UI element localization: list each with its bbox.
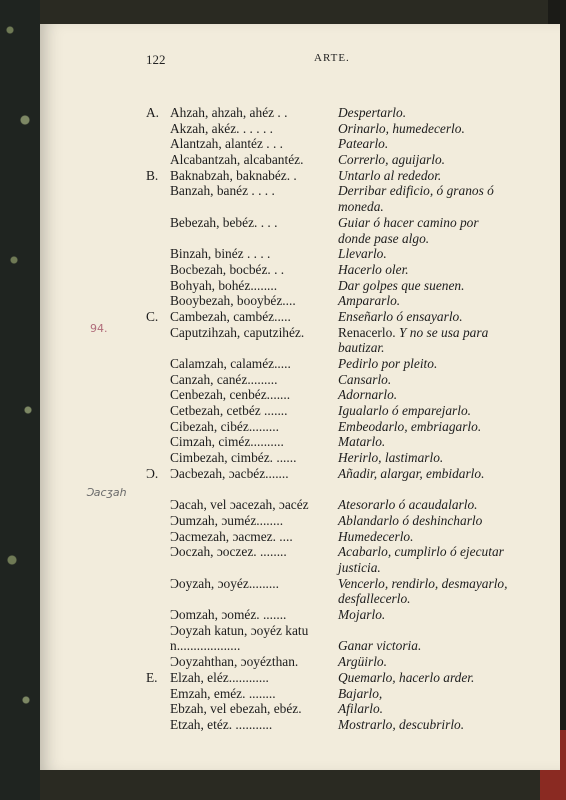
dictionary-entry: [146, 434, 506, 450]
headword: Emzah, eméz. ........: [170, 685, 276, 701]
headword: Bohyah, bohéz........: [170, 277, 278, 293]
definition: Matarlo.: [338, 434, 386, 450]
definition: Argüirlo.: [338, 654, 387, 670]
headword: Ahzah, ahzah, ahéz . .: [170, 105, 288, 120]
section-letter: A.: [146, 105, 160, 120]
dictionary-entry: [146, 168, 506, 184]
definition: Atesorarlo ó acaudalarlo.: [338, 497, 478, 513]
definition: Enseñarlo ó ensayarlo.: [338, 308, 463, 324]
headword: Alcabantzah, alcabantéz.: [170, 152, 304, 168]
page-header: [146, 52, 496, 72]
dictionary-entry: [146, 466, 506, 497]
headword: Elzah, eléz............: [170, 669, 269, 685]
definition: Pedirlo por pleito.: [338, 356, 438, 372]
headword: Cetbezah, cetbéz .......: [170, 403, 288, 419]
dictionary-entry: [146, 325, 506, 356]
headword: Ɔacbezah, ɔacbéz.......: [170, 465, 289, 481]
definition: Llevarlo.: [338, 246, 387, 262]
headword: Ebzah, vel ebezah, ebéz.: [170, 701, 302, 717]
definition: Ampararlo.: [338, 293, 401, 309]
dictionary-entry: [146, 215, 506, 246]
headword: Binzah, binéz . . . .: [170, 246, 271, 262]
definition: Guiar ó hacer camino por donde pase algo.: [338, 214, 479, 246]
dictionary-entry: [146, 293, 506, 309]
dictionary-entry: [146, 670, 506, 686]
dictionary-entry: [146, 121, 506, 137]
definition: Adornarlo.: [338, 387, 398, 403]
definition: Dar golpes que suenen.: [338, 277, 465, 293]
headword: Banzah, banéz . . . .: [170, 183, 275, 199]
definition: Mojarlo.: [338, 607, 386, 623]
dictionary-entry: [146, 419, 506, 435]
definition: Bajarlo,: [338, 685, 383, 701]
dictionary-entry: [146, 309, 506, 325]
section-letter: E.: [146, 669, 158, 685]
dictionary-entry: [146, 403, 506, 419]
definition: Embeodarlo, embriagarlo.: [338, 418, 482, 434]
headword: Etzah, etéz. ...........: [170, 716, 273, 732]
headword: Ɔacah, vel ɔacezah, ɔacéz: [170, 497, 309, 513]
dictionary-entry: [146, 654, 506, 670]
headword: Ɔomzah, ɔoméz. .......: [170, 607, 287, 623]
definition: Herirlo, lastimarlo.: [338, 450, 444, 466]
definition: Correrlo, aguijarlo.: [338, 152, 446, 168]
definition: Acabarlo, cumplirlo ó ejecutar justicia.: [338, 544, 504, 576]
dictionary-entry: [146, 701, 506, 717]
headword: Cibezah, cibéz.........: [170, 418, 279, 434]
margin-note-word: Ɔacʒah: [86, 486, 127, 499]
definition: Ablandarlo ó deshincharlo: [338, 512, 483, 528]
dictionary-entry: [146, 717, 506, 733]
definition: Vencerlo, rendirlo, desmayarlo, desfallecerlo.: [338, 575, 508, 607]
headword: Ɔoczah, ɔoczez. ........: [170, 544, 287, 560]
dictionary-entries: [146, 105, 506, 733]
headword: Calamzah, calaméz.....: [170, 356, 291, 372]
dictionary-entry: [146, 372, 506, 388]
dictionary-entry: [146, 576, 506, 607]
dictionary-entry: [146, 513, 506, 529]
definition: Renacerlo. Y no se usa para bautizar.: [338, 324, 489, 356]
headword: Canzah, canéz.........: [170, 371, 278, 387]
running-title: ARTE.: [314, 52, 350, 64]
headword: Ɔoyzahthan, ɔoyézthan.: [170, 654, 299, 670]
page-number: 122: [146, 52, 166, 67]
headword: Cimzah, ciméz..........: [170, 434, 284, 450]
definition: Humedecerlo.: [338, 528, 414, 544]
headword: Cambezah, cambéz.....: [170, 308, 291, 324]
definition: Derribar edificio, ó granos ó moneda.: [338, 183, 494, 215]
dictionary-entry: [146, 387, 506, 403]
dictionary-entry: [146, 105, 506, 121]
dictionary-entry: [146, 497, 506, 513]
dictionary-entry: [146, 262, 506, 278]
definition: Untarlo al rededor.: [338, 167, 442, 183]
headword: Ɔoyzah katun, ɔoyéz katun...................: [170, 622, 309, 654]
headword: Alantzah, alantéz . . .: [170, 136, 284, 152]
definition: Orinarlo, humedecerlo.: [338, 120, 465, 136]
headword: Cenbezah, cenbéz.......: [170, 387, 291, 403]
dictionary-entry: [146, 529, 506, 545]
dictionary-entry: [146, 450, 506, 466]
dictionary-entry: [146, 183, 506, 214]
dictionary-entry: [146, 356, 506, 372]
dictionary-entry: [146, 623, 506, 654]
section-letter: B.: [146, 167, 159, 183]
section-letter: Ɔ.: [146, 465, 159, 481]
book-binding: [0, 0, 40, 800]
headword: Cimbezah, cimbéz. ......: [170, 450, 297, 466]
dictionary-entry: [146, 607, 506, 623]
section-letter: C.: [146, 308, 159, 324]
definition: Patearlo.: [338, 136, 389, 152]
headword: Bocbezah, bocbéz. . .: [170, 261, 285, 277]
definition: Despertarlo.: [338, 105, 407, 120]
definition: Quemarlo, hacerlo arder.: [338, 669, 475, 685]
headword: Ɔumzah, ɔuméz........: [170, 512, 284, 528]
dictionary-entry: [146, 278, 506, 294]
margin-note-number: 94.: [90, 322, 108, 335]
dictionary-entry: [146, 686, 506, 702]
definition: Mostrarlo, descubrirlo.: [338, 716, 465, 732]
headword: Bebezah, bebéz. . . .: [170, 214, 278, 230]
definition: Afilarlo.: [338, 701, 384, 717]
headword: Akzah, akéz. . . . . .: [170, 120, 273, 136]
definition: Cansarlo.: [338, 371, 392, 387]
definition: Igualarlo ó emparejarlo.: [338, 403, 472, 419]
headword: Caputzihzah, caputzihéz.: [170, 324, 305, 340]
dictionary-entry: [146, 544, 506, 575]
headword: Booybezah, booybéz....: [170, 293, 296, 309]
definition: Ganar victoria.: [338, 638, 422, 654]
dictionary-entry: [146, 152, 506, 168]
definition: Añadir, alargar, embidarlo.: [338, 465, 485, 481]
headword: Baknabzah, baknabéz. .: [170, 167, 297, 183]
headword: Ɔoyzah, ɔoyéz.........: [170, 575, 279, 591]
dictionary-entry: [146, 136, 506, 152]
dictionary-entry: [146, 246, 506, 262]
headword: Ɔacmezah, ɔacmez. ....: [170, 528, 293, 544]
definition: Hacerlo oler.: [338, 261, 409, 277]
